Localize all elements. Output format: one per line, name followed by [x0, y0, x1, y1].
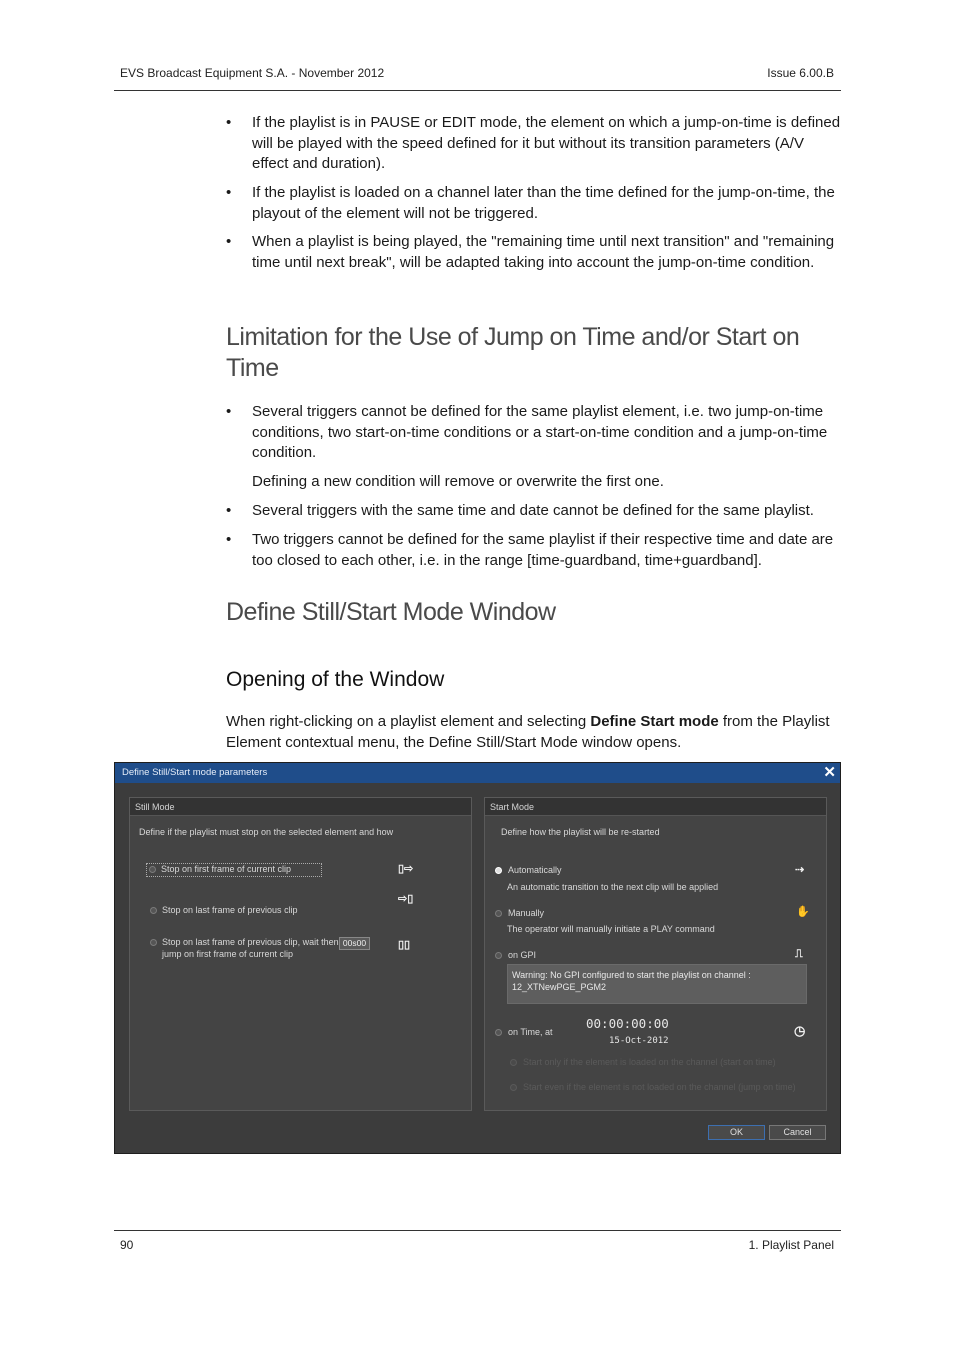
option-label: Stop on last frame of previous clip, wait then	[162, 937, 339, 947]
note-paragraph: Defining a new condition will remove or overwrite the first one.	[252, 473, 664, 490]
still-option-last-frame[interactable]	[148, 905, 348, 917]
dialog-title: Define Still/Start mode parameters	[122, 767, 268, 778]
warning-line2: 12_XTNewPGE_PGM2	[512, 982, 607, 992]
radio-manually[interactable]	[495, 910, 502, 917]
bullet-text: If the playlist is loaded on a channel later than the time defined for the jump-on-time, the playout of the element will not be triggered.	[252, 184, 835, 222]
section-heading-define-window: Define Still/Start Mode Window	[226, 598, 556, 626]
start-mode-panel	[484, 797, 827, 1111]
automatically-description: An automatic transition to the next clip will be applied	[507, 882, 719, 892]
clock-icon[interactable]: ◷	[794, 1023, 806, 1038]
intro-paragraph	[226, 711, 842, 753]
footer-chapter: 1. Playlist Panel	[748, 1238, 834, 1252]
on-gpi-label[interactable]: on GPI	[508, 950, 537, 960]
start-even-if-not-loaded-label: Start even if the element is not loaded on the channel (jump on time)	[523, 1082, 796, 1092]
hand-icon: ✋	[796, 906, 810, 918]
warning-line1: Warning: No GPI configured to start the playlist on channel :	[512, 970, 751, 980]
bullet-dot: •	[226, 403, 232, 420]
start-mode-title: Start Mode	[485, 798, 826, 816]
dialog-title-bar	[115, 763, 840, 783]
arrow-right-icon: ⇢	[795, 864, 805, 876]
bullet-item	[226, 232, 842, 273]
radio-button[interactable]	[150, 939, 157, 946]
gpi-warning-box	[507, 964, 807, 1004]
page-number: 90	[120, 1238, 134, 1252]
option-label: Stop on first frame of current clip	[161, 864, 292, 874]
bullet-text: When a playlist is being played, the "remaining time until next transition" and "remaining time until next break", will be adapted taking into account the jump-on-time condition.	[252, 233, 835, 271]
radio-button[interactable]	[150, 907, 157, 914]
header-rule	[114, 90, 841, 91]
manually-description: The operator will manually initiate a PLAY command	[507, 924, 715, 934]
option-label-line2: jump on first frame of current clip	[162, 949, 294, 959]
bullet-text: If the playlist is in PAUSE or EDIT mode, the element on which a jump-on-time is defined will be played with the speed defined for it but without its transition parameters (A/V effect and duration).	[252, 114, 841, 172]
define-start-mode-dialog	[114, 762, 841, 1154]
start-mode-description: Define how the playlist will be re-started	[501, 827, 660, 837]
bullet-item	[226, 530, 842, 571]
gpi-pulse-icon: ⎍	[795, 948, 803, 960]
header-right: Issue 6.00.B	[767, 66, 834, 80]
bullet-text: Several triggers cannot be defined for the same playlist element, i.e. two jump-on-time conditions, two start-on-time conditions or a start-on-time condition and a jump-on-time condition.	[252, 403, 828, 461]
bullet-dot: •	[226, 184, 232, 201]
header-left: EVS Broadcast Equipment S.A. - November 2012	[120, 66, 385, 80]
start-only-if-loaded-label: Start only if the element is loaded on the channel (start on time)	[523, 1057, 776, 1067]
bullet-dot: •	[226, 233, 232, 250]
bullet-dot: •	[226, 531, 232, 548]
bullet-dot: •	[226, 114, 232, 131]
bullet-dot: •	[226, 502, 232, 519]
bullet-item	[226, 501, 842, 522]
ok-button[interactable]: OK	[708, 1125, 765, 1140]
radio-start-even-if-not-loaded[interactable]	[510, 1084, 517, 1091]
cancel-button[interactable]: Cancel	[769, 1125, 826, 1140]
para-bold-command: Define Start mode	[590, 713, 719, 730]
date-input[interactable]: 15-Oct-2012	[609, 1036, 669, 1046]
radio-on-time[interactable]	[495, 1029, 502, 1036]
automatically-label[interactable]: Automatically	[508, 865, 562, 875]
page-footer	[120, 1238, 834, 1252]
bullet-text: Two triggers cannot be defined for the same playlist if their respective time and date are too closed to each other, i.e. in the range [time-guardband, time+guardband].	[252, 531, 834, 569]
still-mode-panel	[129, 797, 472, 1111]
stop-last-frame-icon: ⇨▯	[398, 893, 414, 905]
page-header	[120, 66, 834, 80]
para-text-before: When right-clicking on a playlist element and selecting	[226, 713, 591, 730]
timecode-input[interactable]: 00:00:00:00	[586, 1016, 669, 1031]
radio-button[interactable]	[149, 866, 156, 873]
subheading-opening: Opening of the Window	[226, 668, 445, 691]
bullet-text: Several triggers with the same time and date cannot be defined for the same playlist.	[252, 502, 814, 519]
footer-rule	[114, 1230, 841, 1231]
wait-jump-icon: ▯▯	[398, 939, 411, 951]
bullet-item	[226, 402, 842, 464]
still-mode-description: Define if the playlist must stop on the selected element and how	[139, 827, 394, 837]
para-text-after: from the Playlist Element contextual menu, the Define Still/Start Mode window opens.	[226, 713, 830, 751]
radio-on-gpi[interactable]	[495, 952, 502, 959]
still-option-first-frame[interactable]	[146, 863, 322, 877]
radio-start-only-if-loaded[interactable]	[510, 1059, 517, 1066]
on-time-label[interactable]: on Time, at	[508, 1027, 553, 1037]
radio-automatically[interactable]	[495, 867, 502, 874]
bullet-item	[226, 113, 842, 175]
stop-first-frame-icon: ▯⇨	[398, 863, 414, 875]
section-heading-limitation: Limitation for the Use of Jump on Time and/or Start on Time	[226, 323, 800, 382]
close-icon[interactable]: ✕	[823, 764, 836, 781]
still-mode-title: Still Mode	[130, 798, 471, 816]
bullet-item	[226, 183, 842, 224]
option-label: Stop on last frame of previous clip	[162, 905, 298, 915]
manually-label[interactable]: Manually	[508, 908, 545, 918]
wait-duration-input[interactable]: 00s00	[339, 937, 370, 950]
